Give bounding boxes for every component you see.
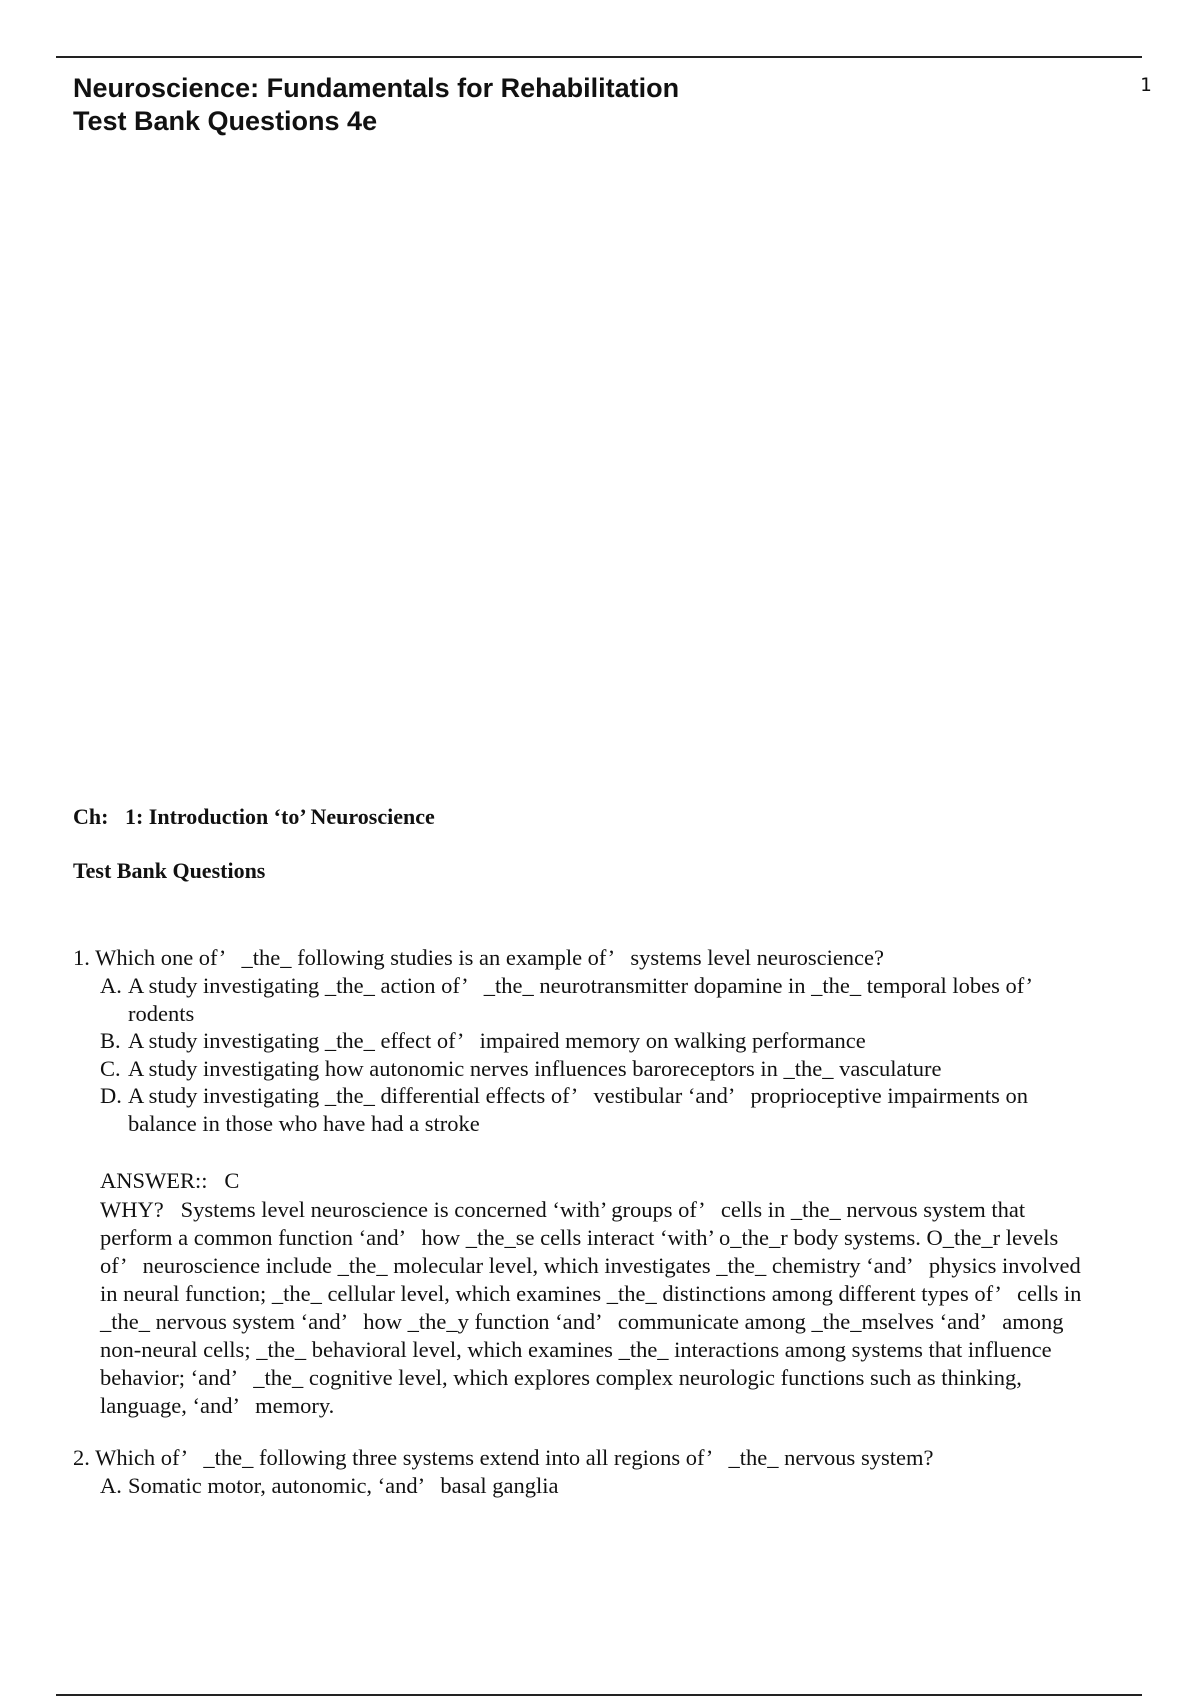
explanation-line: of’ neuroscience include _the_ molecular level, which investigates _the_ chemistry ‘and’ physics involved bbox=[100, 1253, 1081, 1278]
question-2-options bbox=[100, 1472, 1140, 1500]
answer-label: ANSWER:: bbox=[100, 1168, 208, 1193]
explanation-line: behavior; ‘and’ _the_ cognitive level, which explores complex neurologic functions such as thinking, bbox=[100, 1365, 1022, 1390]
explanation-line: perform a common function ‘and’ how _the_se cells interact ‘with’ o_the_r body systems. O_the_r levels bbox=[100, 1225, 1059, 1250]
explanation-line: language, ‘and’ memory. bbox=[100, 1393, 335, 1418]
section-heading: Test Bank Questions bbox=[73, 858, 266, 883]
explanation-line: _the_ nervous system ‘and’ how _the_y function ‘and’ communicate among _the_mselves ‘and’ among bbox=[100, 1309, 1064, 1334]
title-line-1: Neuroscience: Fundamentals for Rehabilitation bbox=[73, 73, 680, 103]
question-1-stem: 1. Which one of’ _the_ following studies is an example of’ systems level neuroscience? bbox=[73, 945, 885, 970]
option-c bbox=[100, 1055, 1140, 1083]
option-letter: B. bbox=[100, 1028, 121, 1053]
option-a bbox=[100, 1472, 1140, 1500]
top-rule bbox=[56, 56, 1142, 58]
option-letter: C. bbox=[100, 1055, 121, 1081]
explanation-line: in neural function; _the_ cellular level, which examines _the_ distinctions among different types of’ cells in bbox=[100, 1281, 1082, 1306]
chapter-heading: Ch: 1: Introduction ‘to’ Neuroscience bbox=[73, 804, 435, 829]
option-text: A study investigating _the_ action of’ _the_ neurotransmitter dopamine in _the_ temporal lobes of’ rodents bbox=[128, 973, 1033, 1026]
option-b bbox=[100, 1027, 1140, 1055]
explanation-line: non-neural cells; _the_ behavioral level, which examines _the_ interactions among systems that influence bbox=[100, 1337, 1052, 1362]
answer-line bbox=[100, 1167, 1160, 1195]
explanation-line: WHY? Systems level neuroscience is concerned ‘with’ groups of’ cells in _the_ nervous system that bbox=[100, 1197, 1026, 1222]
option-letter: D. bbox=[100, 1083, 122, 1108]
answer-value: C bbox=[224, 1168, 240, 1193]
option-a bbox=[100, 972, 1140, 1027]
option-text: A study investigating _the_ effect of’ impaired memory on walking performance bbox=[128, 1028, 866, 1053]
option-letter: A. bbox=[100, 973, 122, 998]
title-line-2: Test Bank Questions 4e bbox=[73, 106, 378, 136]
page-number: 1 bbox=[1140, 74, 1152, 96]
question-2-stem: 2. Which of’ _the_ following three systems extend into all regions of’ _the_ nervous system? bbox=[73, 1445, 934, 1470]
question-1-answer bbox=[100, 1167, 1160, 1420]
document-title bbox=[73, 72, 679, 138]
option-letter: A. bbox=[100, 1473, 122, 1498]
option-text: A study investigating how autonomic nerves influences baroreceptors in _the_ vasculature bbox=[128, 1055, 942, 1081]
option-d bbox=[100, 1082, 1140, 1137]
option-text: A study investigating _the_ differential effects of’ vestibular ‘and’ proprioceptive impairments on balance in those who have had a stroke bbox=[128, 1083, 1028, 1136]
bottom-rule bbox=[56, 1694, 1142, 1696]
option-text: Somatic motor, autonomic, ‘and’ basal ganglia bbox=[128, 1473, 559, 1498]
question-1-options bbox=[100, 972, 1140, 1137]
